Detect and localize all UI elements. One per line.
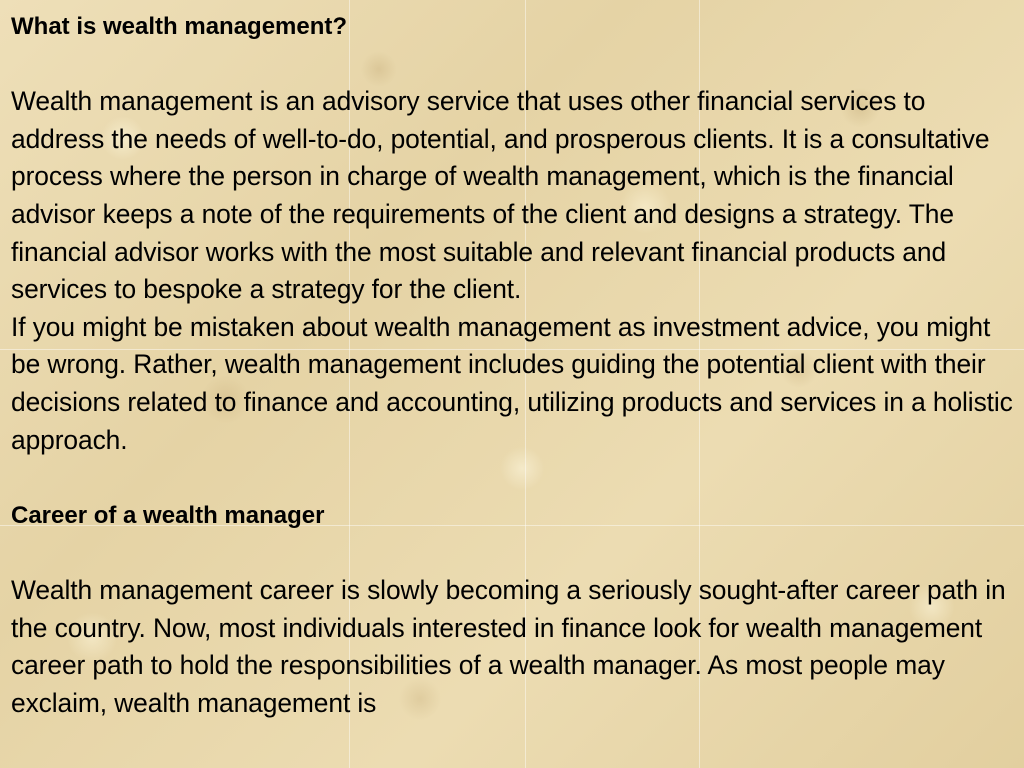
section-career-of-wealth-manager: [11, 497, 1019, 723]
document-body: [11, 8, 1019, 722]
section-heading: Career of a wealth manager: [11, 501, 325, 529]
section-heading: What is wealth management?: [11, 13, 348, 40]
section-what-is-wealth-management: [11, 8, 1019, 459]
blank-line: [11, 46, 1019, 84]
blank-line: [11, 534, 1019, 572]
paragraph: Wealth management is an advisory service that uses other financial services to address the needs of well-to-do, potential, and prosperous clients. It is a consultative process where the person in charge of wealth management, which is the financial advisor keeps a note of the requirements of the client and designs a strategy. The financial advisor works with the most suitable and relevant financial products and services to bespoke a strategy for the client.: [11, 86, 990, 305]
paragraph: If you might be mistaken about wealth management as investment advice, you might be wrong. Rather, wealth management includes guiding the potential client with their decisions related to finance and accounting, utilizing products and services in a holistic approach.: [11, 311, 1013, 455]
blank-line: [11, 459, 1019, 497]
paragraph: Wealth management career is slowly becoming a seriously sought-after career path in the country. Now, most individuals interested in finance look for wealth management career path to hold the responsibilities of a wealth manager. As most people may exclaim, wealth management is: [11, 574, 1006, 718]
